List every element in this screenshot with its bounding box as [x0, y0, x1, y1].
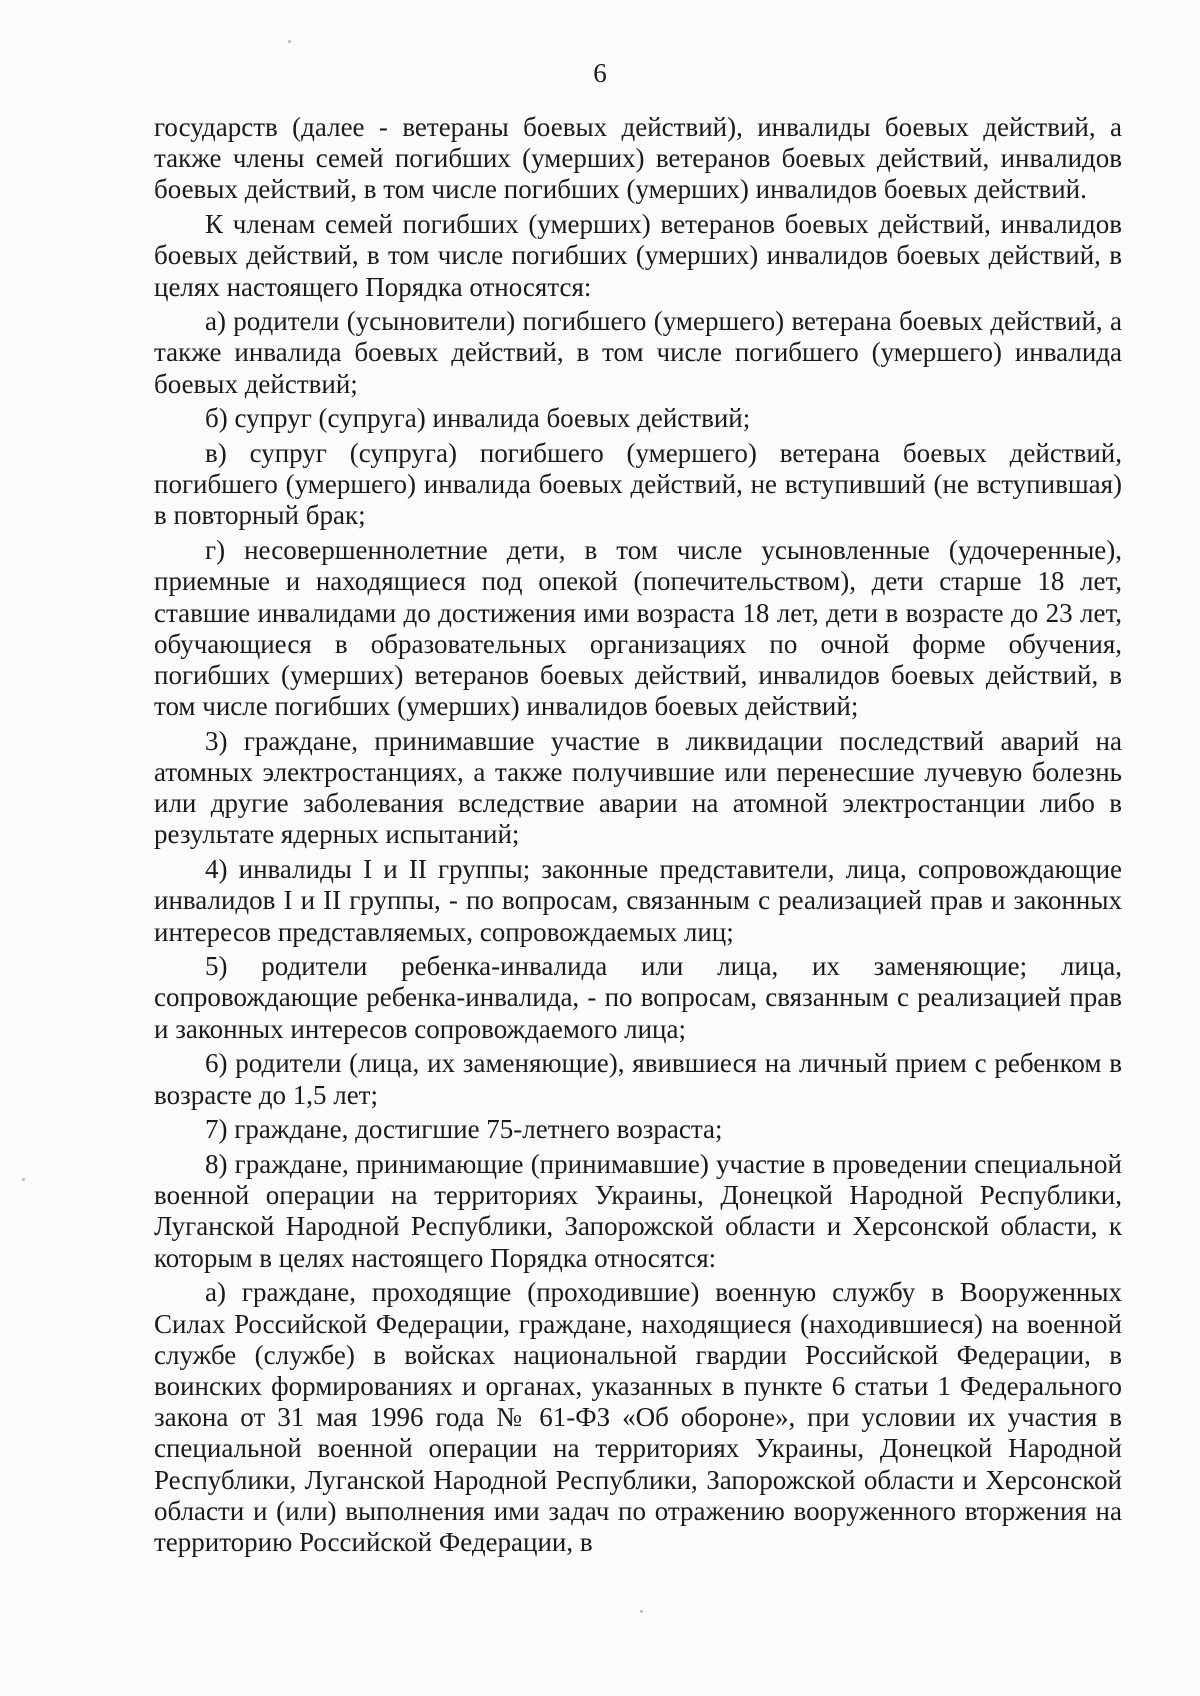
paragraph-item-7-elderly: 7) граждане, достигшие 75-летнего возраста; [205, 1114, 723, 1145]
paragraph-item-5-parents-disabled-child: 5) родители ребенка-инвалида или лица, их заменяющие; лица, сопровождающие ребенка-инвалида, - по вопросам, связанным с реализацией прав и законных интересов сопровождаемого лица; [154, 951, 1122, 1044]
scan-speck [640, 1610, 643, 1613]
paragraph-item-3-nuclear: 3) граждане, принимавшие участие в ликвидации последствий аварий на атомных электростанциях, а также получившие или перенесшие лучевую болезнь или другие заболевания вследствие аварии на атомной электростанции либо в результате ядерных испытаний; [154, 725, 1122, 850]
paragraph-family-members-intro: К членам семей погибших (умерших) ветеранов боевых действий, инвалидов боевых действий, в том числе погибших (умерших) инвалидов боевых действий, в целях настоящего Порядка относятся: [154, 209, 1122, 302]
document-body [154, 112, 1122, 1562]
paragraph-item-6-parents-infant: 6) родители (лица, их заменяющие), явившиеся на личный прием с ребенком в возрасте до 1,5 лет; [154, 1048, 1122, 1110]
paragraph-continuation: государств (далее - ветераны боевых действий), инвалиды боевых действий, а также члены семей погибших (умерших) ветеранов боевых действий, инвалидов боевых действий, в том числе погибших (умерших) инвалидов боевых действий. [154, 112, 1122, 205]
scan-speck [22, 1178, 25, 1181]
paragraph-item-4-disabled: 4) инвалиды I и II группы; законные представители, лица, сопровождающие инвалидов I и II группы, - по вопросам, связанным с реализацией прав и законных интересов представляемых, сопровождаемых лиц; [154, 854, 1122, 947]
paragraph-item-8-svo-participants: 8) граждане, принимающие (принимавшие) участие в проведении специальной военной операции на территориях Украины, Донецкой Народной Республики, Луганской Народной Республики, Запорожской области и Херсонской области, к которым в целях настоящего Порядка относятся: [154, 1149, 1122, 1273]
paragraph-item-a-parents: а) родители (усыновители) погибшего (умершего) ветерана боевых действий, а также инвалида боевых действий, в том числе погибшего (умершего) инвалида боевых действий; [154, 306, 1122, 399]
paragraph-item-g-children: г) несовершеннолетние дети, в том числе усыновленные (удочеренные), приемные и находящиеся под опекой (попечительством), дети старше 18 лет, ставшие инвалидами до достижения ими возраста 18 лет, дети в возрасте до 23 лет, обучающиеся в образовательных организациях по очной форме обучения, погибших (умерших) ветеранов боевых действий, инвалидов боевых действий, в том числе погибших (умерших) инвалидов боевых действий; [154, 535, 1122, 722]
scan-speck [288, 40, 291, 43]
page-number: 6 [593, 58, 607, 88]
paragraph-item-b-spouse: б) супруг (супруга) инвалида боевых действий; [205, 403, 751, 434]
paragraph-item-a-military: а) граждане, проходящие (проходившие) военную службу в Вооруженных Силах Российской Федерации, граждане, находящиеся (находившиеся) на военной службе (службе) в войсках национальной гвардии Российской Федерации, в воинских формированиях и органах, указанных в пункте 6 статьи 1 Федерального закона от 31 мая 1996 года № 61-ФЗ «Об обороне», при условии их участия в специальной военной операции на территориях Украины, Донецкой Народной Республики, Луганской Народной Республики, Запорожской области и Херсонской области и (или) выполнения ими задач по отражению вооруженного вторжения на территорию Российской Федерации, в [154, 1277, 1122, 1557]
paragraph-item-v-spouse-deceased: в) супруг (супруга) погибшего (умершего) ветерана боевых действий, погибшего (умершего) инвалида боевых действий, не вступивший (не вступившая) в повторный брак; [154, 438, 1122, 531]
